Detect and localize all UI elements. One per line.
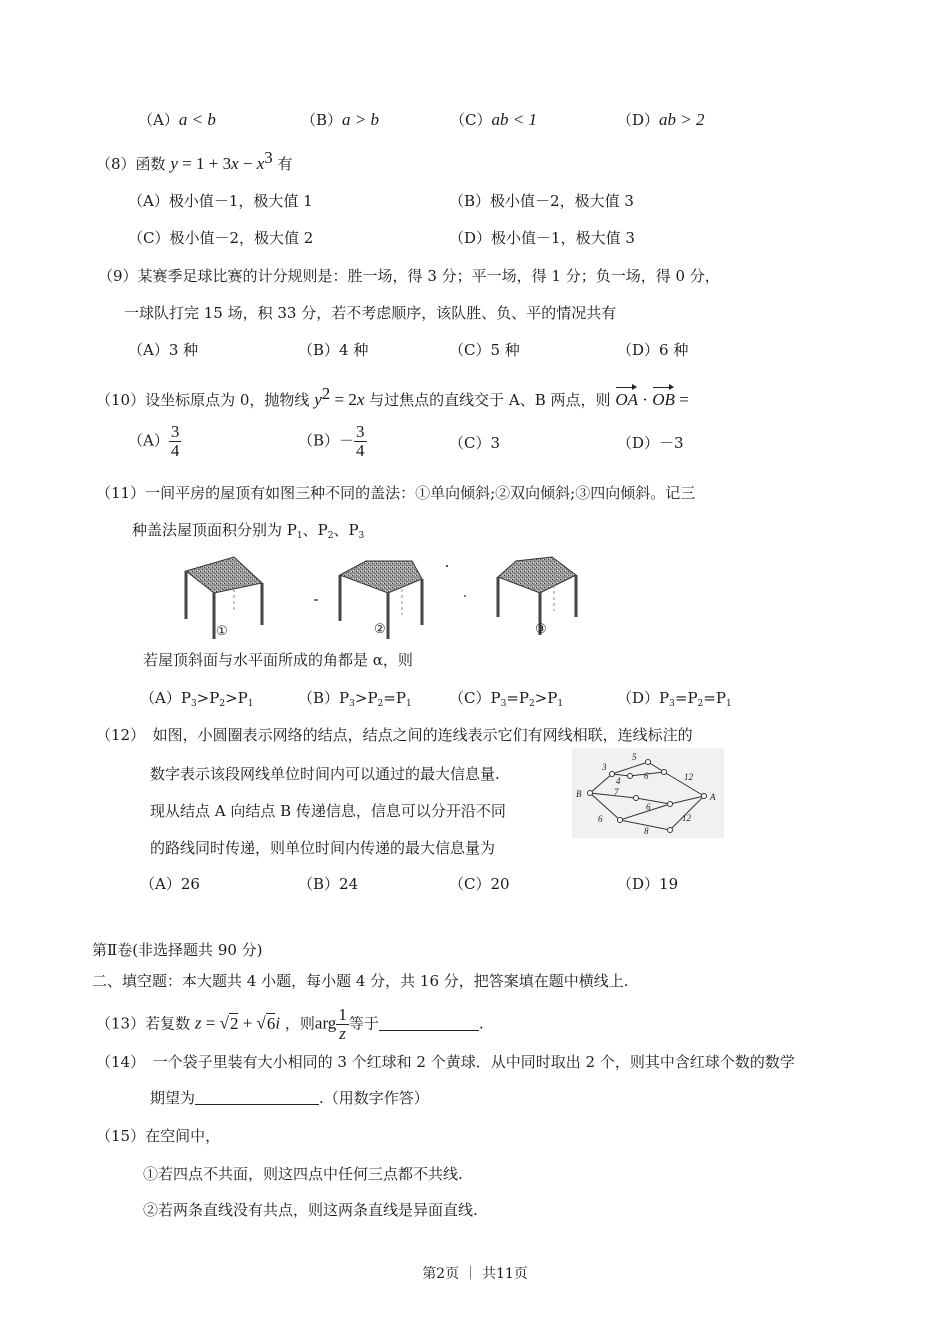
- q8-eq: = 1 + 3: [177, 154, 232, 173]
- q10-option-c: （C）3: [449, 434, 501, 452]
- q11-line-1: （11）一间平房的屋顶有如图三种不同的盖法：①单向倾斜;②双向倾斜;③四向倾斜。记三: [96, 484, 696, 502]
- edge-weight: 6: [598, 814, 603, 824]
- gt: >: [354, 689, 368, 707]
- q10-dot: ·: [638, 390, 653, 409]
- q10-option-a-label: （A）: [128, 431, 169, 450]
- q10-option-a: [128, 423, 181, 460]
- q13-plus: +: [238, 1013, 257, 1033]
- roof-2-label: ②: [374, 622, 386, 637]
- q15-statement-1: ①若四点不共面，则这四点中任何三点都不共线.: [143, 1165, 463, 1183]
- q10-equals: =: [674, 390, 689, 409]
- roof-3-surface: [498, 557, 576, 593]
- edge-weight: 3: [602, 762, 607, 772]
- q8-y: y: [170, 154, 178, 173]
- q13-pre: （13）若复数: [96, 1014, 191, 1033]
- q8-x1: x: [231, 154, 239, 173]
- p: P: [237, 689, 248, 707]
- q13-arg: arg: [314, 1013, 337, 1033]
- roof-double-slope: [340, 561, 448, 639]
- q11-sep-2: 、P: [333, 521, 359, 539]
- q7-option-b-label: （B）: [301, 111, 343, 129]
- q10-x: x: [356, 390, 365, 409]
- q9-line-2: 一球队打完 15 场，积 33 分，若不考虑顺序，该队胜、负、平的情况共有: [124, 304, 617, 322]
- edge-weight: 7: [614, 787, 619, 797]
- q13-fraction: [336, 1006, 349, 1043]
- node-2: [646, 760, 651, 765]
- q10-option-a-numerator: 3: [170, 422, 180, 441]
- q7-option-a: [138, 110, 216, 130]
- q8-option-b: （B）极小值－2，极大值 3: [449, 192, 634, 210]
- q11-option-c: $(C)P_3=P_2>P_1$: [449, 689, 564, 709]
- q10-option-a-fraction: [169, 423, 182, 460]
- gt: >: [196, 689, 210, 707]
- eq: =: [674, 689, 688, 707]
- part2-title: 第Ⅱ卷(非选择题共 90 分): [92, 941, 263, 959]
- node-a: [702, 794, 707, 799]
- q13-answer-blank[interactable]: [379, 1014, 479, 1031]
- q13-root-2: 6: [266, 1013, 276, 1033]
- q13-denominator: z: [339, 1024, 346, 1043]
- q15-statement-2: ②若两条直线没有共点，则这两条直线是异面直线.: [143, 1201, 478, 1219]
- page-footer: 第2页 ｜ 共11页: [422, 1266, 528, 1282]
- node-7: [618, 818, 623, 823]
- q12-option-d: （D）19: [617, 875, 679, 893]
- q8-option-a: （A）极小值－1，极大值 1: [128, 192, 313, 210]
- q7-option-a-expr: a < b: [178, 110, 216, 129]
- q11-sub-1: 1: [296, 531, 303, 541]
- figure-speck: [464, 595, 466, 597]
- q7-option-d-expr: ab > 2: [659, 110, 705, 129]
- q13-end: .: [478, 1014, 484, 1033]
- node-3: [628, 774, 633, 779]
- q9-option-d: （D）6 种: [617, 341, 689, 359]
- q12-line-1: （12） 如图，小圆圈表示网络的结点，结点之间的连线表示它们有网线相联，连线标注的: [96, 726, 693, 744]
- q10-y: y: [314, 390, 322, 409]
- q10-option-b-denominator: 4: [356, 441, 365, 460]
- q10-option-d: （D）－3: [617, 434, 684, 452]
- node-a-label: A: [710, 792, 716, 802]
- p: P: [367, 689, 378, 707]
- q10-stem: [96, 384, 689, 410]
- node-8: [668, 828, 673, 833]
- q12-line-4: 的路线同时传递，则单位时间内传递的最大信息量为: [150, 839, 496, 857]
- q13-post: 等于: [348, 1014, 379, 1033]
- edge-weight: 6: [646, 802, 651, 812]
- q11-option-c-label: （C）: [449, 689, 491, 707]
- edge-weight: 5: [632, 752, 637, 762]
- roof-2-speck: [446, 565, 448, 567]
- p: P: [209, 689, 220, 707]
- q13-eq: =: [201, 1013, 220, 1033]
- q15-line-1: （15）在空间中，: [96, 1127, 221, 1145]
- q12-line-3: 现从结点 A 向结点 B 传递信息，信息可以分开沿不同: [150, 802, 506, 820]
- q13-root-1: 2: [229, 1013, 239, 1033]
- q11-sep-1: 、P: [302, 521, 328, 539]
- q10-pre: （10）设坐标原点为 0，抛物线: [96, 391, 310, 409]
- edge-weight: 4: [616, 776, 621, 786]
- q11-option-b-label: （B）: [298, 689, 340, 707]
- q12-line-2: 数字表示该段网线单位时间内可以通过的最大信息量.: [150, 765, 500, 783]
- node-b-label: B: [576, 789, 582, 799]
- q12-network-diagram: [572, 748, 724, 838]
- roof-3-label: ③: [535, 622, 547, 637]
- edge-weight: 8: [644, 826, 649, 836]
- q10-option-b-numerator: 3: [356, 422, 365, 441]
- p: P: [395, 689, 406, 707]
- q8-minus: −: [238, 154, 257, 173]
- q10-eq: = 2: [330, 390, 357, 409]
- p: P: [659, 689, 670, 707]
- q11-line-2-pre: 种盖法屋顶面积分别为 P: [132, 521, 297, 539]
- node-4: [662, 770, 667, 775]
- q13-numerator: 1: [338, 1005, 347, 1024]
- q13-i: i: [275, 1013, 281, 1033]
- edge-weight: 12: [682, 813, 691, 823]
- q11-sub-3: 3: [358, 531, 365, 541]
- q11-condition: 若屋顶斜面与水平面所成的角都是 α，则: [143, 651, 413, 669]
- q9-option-b: （B）4 种: [298, 341, 369, 359]
- q14-line-2-pre: 期望为: [150, 1089, 196, 1107]
- p: P: [180, 689, 191, 707]
- edge-weight: 6: [644, 771, 649, 781]
- q10-option-a-denominator: 4: [170, 441, 180, 460]
- q12-option-b: （B）24: [298, 875, 359, 893]
- gt: >: [225, 689, 238, 707]
- q11-option-d-label: （D）: [617, 689, 660, 707]
- q13-mid: ，则: [284, 1014, 315, 1033]
- p: P: [687, 689, 698, 707]
- q7-option-b-expr: a > b: [342, 110, 380, 129]
- q10-square: 2: [321, 384, 331, 403]
- q14-line-2-post: .（用数字作答）: [319, 1089, 429, 1107]
- q11-option-a: $(A)P_3>P_2>P_1$: [140, 689, 254, 709]
- q11-option-d: $(D)P_3=P_2=P_1$: [617, 689, 732, 709]
- q7-option-b: [301, 110, 379, 130]
- q8-post: 有: [277, 155, 293, 173]
- q13-z: z: [194, 1013, 202, 1033]
- sqrt-symbol: √: [219, 1013, 229, 1033]
- q14-line-2: [150, 1088, 429, 1108]
- node-5: [634, 796, 639, 801]
- eq: =: [506, 689, 519, 707]
- q12-option-c: （C）20: [449, 875, 510, 893]
- q8-option-c: （C）极小值－2，极大值 2: [128, 229, 314, 247]
- q12-option-a: （A）26: [140, 875, 200, 893]
- roof-1-surface: [186, 557, 262, 593]
- q8-exponent: 3: [264, 148, 273, 167]
- node-b: [588, 791, 593, 796]
- q10-vector-oa: OA: [615, 390, 639, 409]
- figure-speck: [314, 599, 318, 601]
- gt: >: [534, 689, 548, 707]
- q13-stem: [96, 1006, 484, 1043]
- p: P: [490, 689, 501, 707]
- q11-option-a-label: （A）: [140, 689, 181, 707]
- eq: =: [703, 689, 716, 707]
- eq: =: [383, 689, 396, 707]
- q9-option-a: （A）3 种: [128, 341, 199, 359]
- p: P: [518, 689, 529, 707]
- q10-vector-ob: OB: [652, 390, 675, 409]
- q8-pre: 函数: [135, 155, 166, 173]
- q7-option-d-label: （D）: [617, 111, 660, 129]
- p: P: [339, 689, 350, 707]
- q11-line-2: [132, 520, 364, 546]
- edge-weight: 12: [684, 772, 693, 782]
- q14-answer-blank[interactable]: [195, 1088, 319, 1105]
- roof-1-label: ①: [216, 624, 228, 639]
- q7-option-a-label: （A）: [138, 111, 179, 129]
- p: P: [715, 689, 726, 707]
- q10-option-b-label: （B）－: [298, 431, 355, 450]
- q8-x2: x: [256, 154, 265, 173]
- q8-option-d: （D）极小值－1，极大值 3: [449, 229, 635, 247]
- q8-number: （8）: [96, 155, 136, 173]
- q7-option-c-expr: ab < 1: [491, 110, 537, 129]
- q10-mid: 与过焦点的直线交于 A、B 两点，则: [369, 391, 611, 409]
- q9-line-1: （9）某赛季足球比赛的计分规则是：胜一场，得 3 分；平一场，得 1 分；负一场，得 0 分，: [98, 267, 720, 285]
- node-1: [610, 772, 615, 777]
- part2-section-heading: 二、填空题：本大题共 4 小题，每小题 4 分，共 16 分，把答案填在题中横线上.: [92, 972, 629, 990]
- roof-2-surface: [340, 561, 422, 593]
- q8-stem: [96, 148, 293, 174]
- q11-roof-figures: [176, 555, 596, 645]
- p: P: [547, 689, 558, 707]
- sqrt-symbol: √: [256, 1013, 266, 1033]
- q10-option-b-fraction: [354, 423, 367, 460]
- q14-line-1: （14） 一个袋子里装有大小相同的 3 个红球和 2 个黄球．从中同时取出 2 个，则其中含红球个数的数学: [96, 1053, 795, 1071]
- q9-option-c: （C）5 种: [449, 341, 520, 359]
- q10-option-b: [298, 423, 367, 460]
- q11-option-b: $(B)P_3>P_2=P_1$: [298, 689, 412, 709]
- node-6: [668, 802, 673, 807]
- q7-option-c: [450, 110, 537, 130]
- q7-option-c-label: （C）: [450, 111, 492, 129]
- q7-option-d: [617, 110, 705, 130]
- q11-sub-2: 2: [327, 531, 334, 541]
